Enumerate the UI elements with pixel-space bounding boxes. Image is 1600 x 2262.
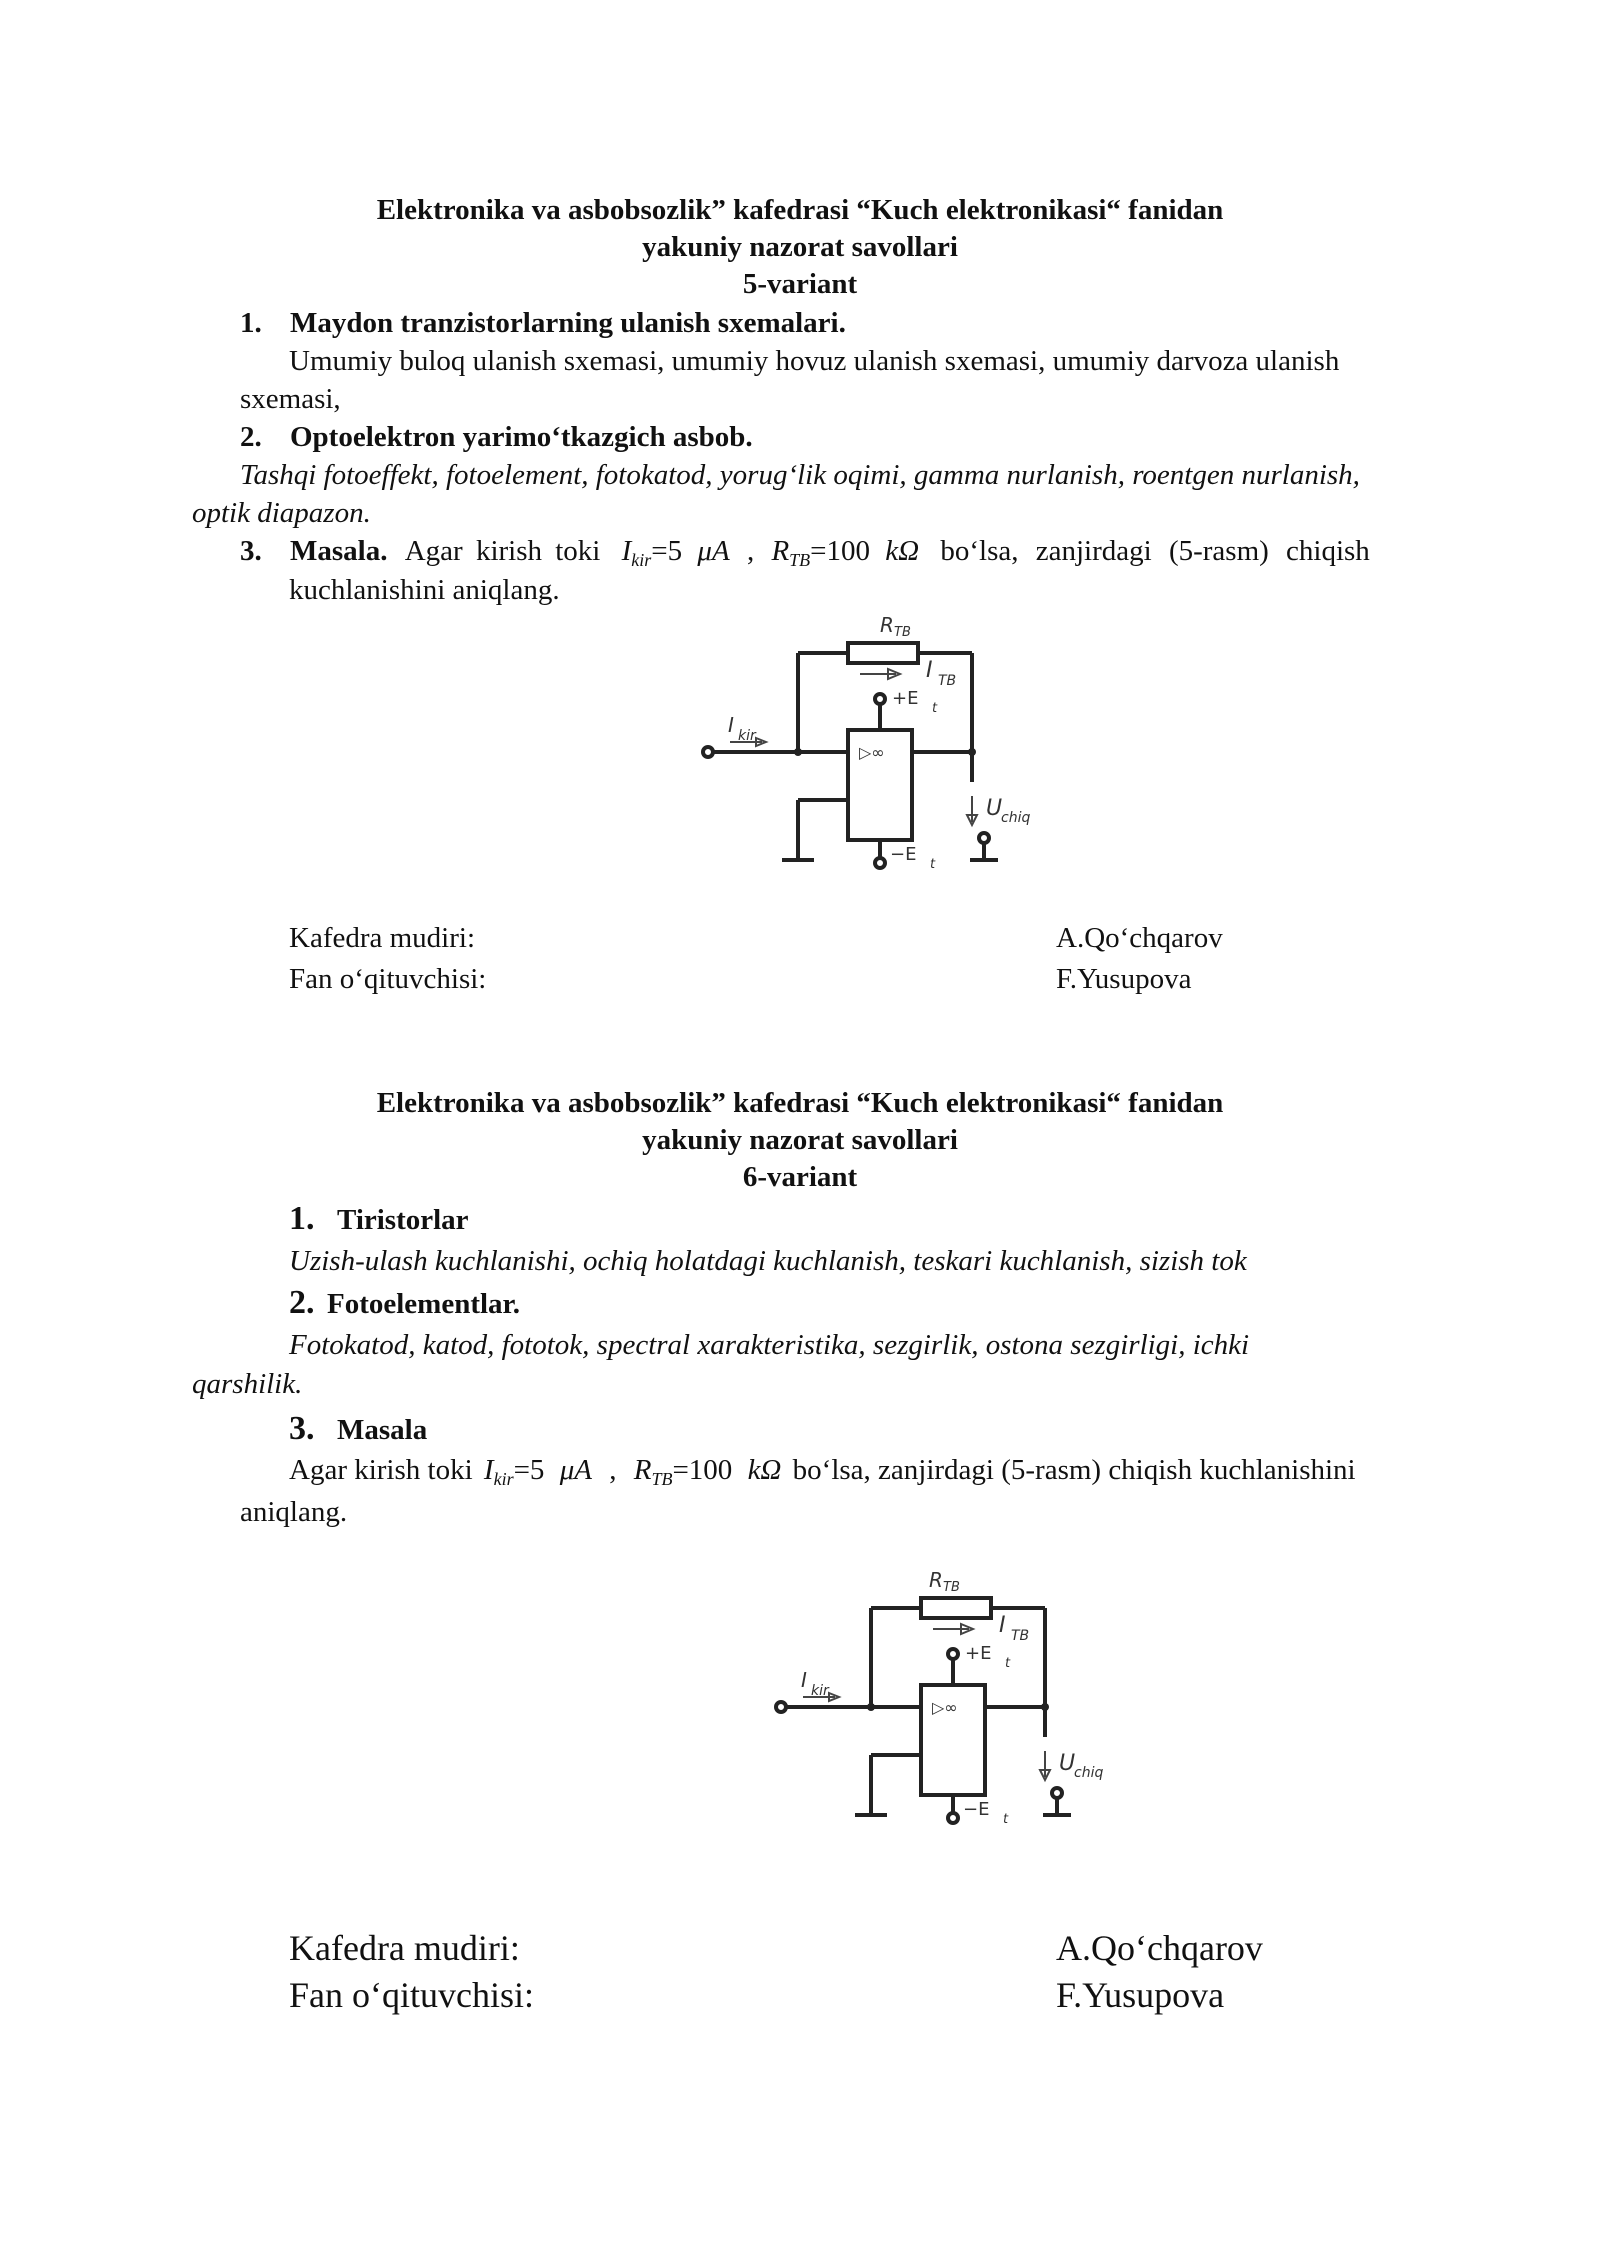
v5-label-neg-supply: −E (890, 844, 917, 865)
v6-q3-text-after: bo‘lsa, zanjirdagi (5-rasm) chiqish kuchlanishini (792, 1454, 1356, 1486)
v5-q3-text-line2: kuchlanishini aniqlang. (289, 574, 560, 606)
v6-signature-head-name: A.Qo‘chqarov (1056, 1928, 1263, 1968)
v6-signature-head-label: Kafedra mudiri: (289, 1928, 520, 1968)
v5-q2-number: 2. (240, 421, 262, 453)
v6-r-sub: TB (651, 1469, 673, 1489)
v5-signature-head-name: A.Qo‘chqarov (1056, 922, 1223, 954)
v6-label-itb-sub: TB (1011, 1628, 1030, 1644)
v6-q3-text (289, 1452, 1356, 1498)
v6-q2-number: 2. (289, 1284, 315, 1321)
v5-neg-supply-terminal (875, 858, 885, 868)
v6-i-sub: kir (493, 1469, 514, 1489)
v5-label-rtb-sub: TB (894, 625, 911, 640)
v6-i-value: =5 (513, 1454, 545, 1486)
v5-circuit-diagram (690, 610, 1031, 875)
v6-label-neg-supply-sub: t (1003, 1812, 1009, 1827)
v6-circuit-diagram (763, 1565, 1104, 1830)
v6-r-value: =100 (672, 1454, 733, 1486)
v5-input-terminal (703, 747, 713, 757)
v6-resistor-rtb (921, 1598, 991, 1618)
v6-label-rtb-sub: TB (943, 1580, 960, 1595)
v5-formula-sep: , (746, 535, 755, 567)
v6-neg-supply-terminal (948, 1813, 958, 1823)
v6-label-ikir: I (801, 1668, 807, 1692)
v6-q2-answer-line2: qarshilik. (192, 1368, 303, 1400)
v5-q3-number: 3. (240, 535, 262, 567)
v5-variant-title: 5-variant (742, 268, 858, 300)
v5-label-pos-supply: +E (892, 688, 919, 709)
v6-header-line1: Elektronika va asbobsozlik” kafedrasi “Kuch elektronikasi“ fanidan (376, 1087, 1224, 1119)
v5-opamp-symbol: ▷∞ (859, 743, 885, 762)
v5-q2-title: Optoelektron yarimo‘tkazgich asbob. (290, 421, 753, 453)
v5-r-unit: kΩ (885, 535, 920, 567)
v6-q2-answer-line1: Fotokatod, katod, fototok, spectral xarakteristika, sezgirlik, ostona sezgirligi, ichki (289, 1329, 1250, 1361)
v5-i-value: =5 (651, 535, 683, 567)
v5-i-sub: kir (631, 550, 652, 570)
v6-i-unit: μA (559, 1454, 592, 1486)
v6-label-pos-supply: +E (965, 1643, 992, 1664)
v5-q3-text-after: bo‘lsa, zanjirdagi (5-rasm) chiqish (940, 535, 1370, 567)
v5-output-terminal (979, 833, 989, 843)
v5-label-uchiq: U (986, 796, 1003, 821)
v5-label-ikir: I (728, 713, 734, 737)
v6-i-symbol: I (483, 1454, 494, 1486)
v6-label-pos-supply-sub: t (1005, 1656, 1011, 1671)
v5-q3-label: Masala. (290, 535, 388, 567)
v6-formula (483, 1454, 789, 1489)
v6-q1-answer: Uzish-ulash kuchlanishi, ochiq holatdagi kuchlanish, teskari kuchlanish, sizish tok (289, 1245, 1247, 1277)
v6-q3-text-before: Agar kirish toki (289, 1454, 473, 1486)
v6-label-uchiq-sub: chiq (1074, 1765, 1104, 1781)
v6-q3-text-line2: aniqlang. (240, 1496, 348, 1528)
v5-pos-supply-terminal (875, 694, 885, 704)
v6-output-terminal (1052, 1788, 1062, 1798)
v5-label-pos-supply-sub: t (932, 701, 938, 716)
v5-label-neg-supply-sub: t (930, 857, 936, 872)
v5-question-2 (240, 419, 753, 456)
v5-question-1 (240, 305, 846, 342)
v6-variant-title: 6-variant (742, 1161, 858, 1193)
v5-label-itb-sub: TB (938, 673, 957, 689)
v6-label-ikir-sub: kir (811, 1683, 829, 1699)
v5-r-symbol: R (771, 535, 790, 567)
v5-label-uchiq-sub: chiq (1001, 810, 1031, 826)
v6-q1-title: Tiristorlar (337, 1204, 469, 1236)
v5-q2-answer-line1: Tashqi fotoeffekt, fotoelement, fotokatod, yorug‘lik oqimi, gamma nurlanish, roentgen nurlanish, (240, 459, 1360, 491)
v6-header-line2: yakuniy nazorat savollari (642, 1124, 958, 1156)
v6-signature-teacher-label: Fan o‘qituvchisi: (289, 1975, 534, 2015)
v6-q1-number: 1. (289, 1200, 315, 1237)
v5-label-rtb: R (880, 613, 894, 637)
v6-q2-title: Fotoelementlar. (327, 1288, 521, 1320)
v6-input-node (867, 1703, 875, 1711)
v5-i-unit: μA (697, 535, 730, 567)
v5-q1-answer-line2: sxemasi, (240, 383, 341, 415)
v5-q1-title: Maydon tranzistorlarning ulanish sxemalari. (290, 307, 846, 339)
v5-header-line2: yakuniy nazorat savollari (642, 231, 958, 263)
v5-q2-answer-line2: optik diapazon. (192, 497, 371, 529)
v5-q1-number: 1. (240, 307, 262, 339)
v6-signature-teacher-name: F.Yusupova (1056, 1975, 1225, 2015)
v5-signature-teacher-name: F.Yusupova (1056, 963, 1192, 995)
v5-r-value: =100 (810, 535, 871, 567)
v6-question-2 (289, 1284, 520, 1323)
v6-q3-title: Masala (337, 1414, 428, 1446)
v5-signature-teacher-label: Fan o‘qituvchisi: (289, 963, 487, 995)
v6-question-1 (289, 1200, 469, 1239)
v6-input-terminal (776, 1702, 786, 1712)
v6-label-uchiq: U (1059, 1751, 1076, 1776)
v6-label-neg-supply: −E (963, 1799, 990, 1820)
v6-question-3 (289, 1410, 427, 1449)
v6-pos-supply-terminal (948, 1649, 958, 1659)
v5-i-symbol: I (621, 535, 632, 567)
v6-q3-number: 3. (289, 1410, 315, 1447)
v6-r-symbol: R (633, 1454, 652, 1486)
v5-label-itb: I (926, 658, 933, 683)
v6-formula-sep: , (609, 1454, 617, 1486)
v6-opamp-symbol: ▷∞ (932, 1698, 958, 1717)
v6-label-itb: I (999, 1613, 1006, 1638)
v5-signature-head-label: Kafedra mudiri: (289, 922, 476, 954)
v5-label-ikir-sub: kir (738, 728, 756, 744)
v5-input-node (794, 748, 802, 756)
v5-header-line1: Elektronika va asbobsozlik” kafedrasi “Kuch elektronikasi“ fanidan (376, 194, 1224, 226)
v5-resistor-rtb (848, 643, 918, 663)
v5-r-sub: TB (789, 550, 811, 570)
v6-label-rtb: R (929, 1568, 943, 1592)
v5-q1-answer-line1: Umumiy buloq ulanish sxemasi, umumiy hovuz ulanish sxemasi, umumiy darvoza ulanish (289, 345, 1340, 377)
v5-formula (621, 535, 927, 570)
v6-r-unit: kΩ (747, 1454, 782, 1486)
v5-q3-text-before: Agar kirish toki (404, 535, 601, 567)
